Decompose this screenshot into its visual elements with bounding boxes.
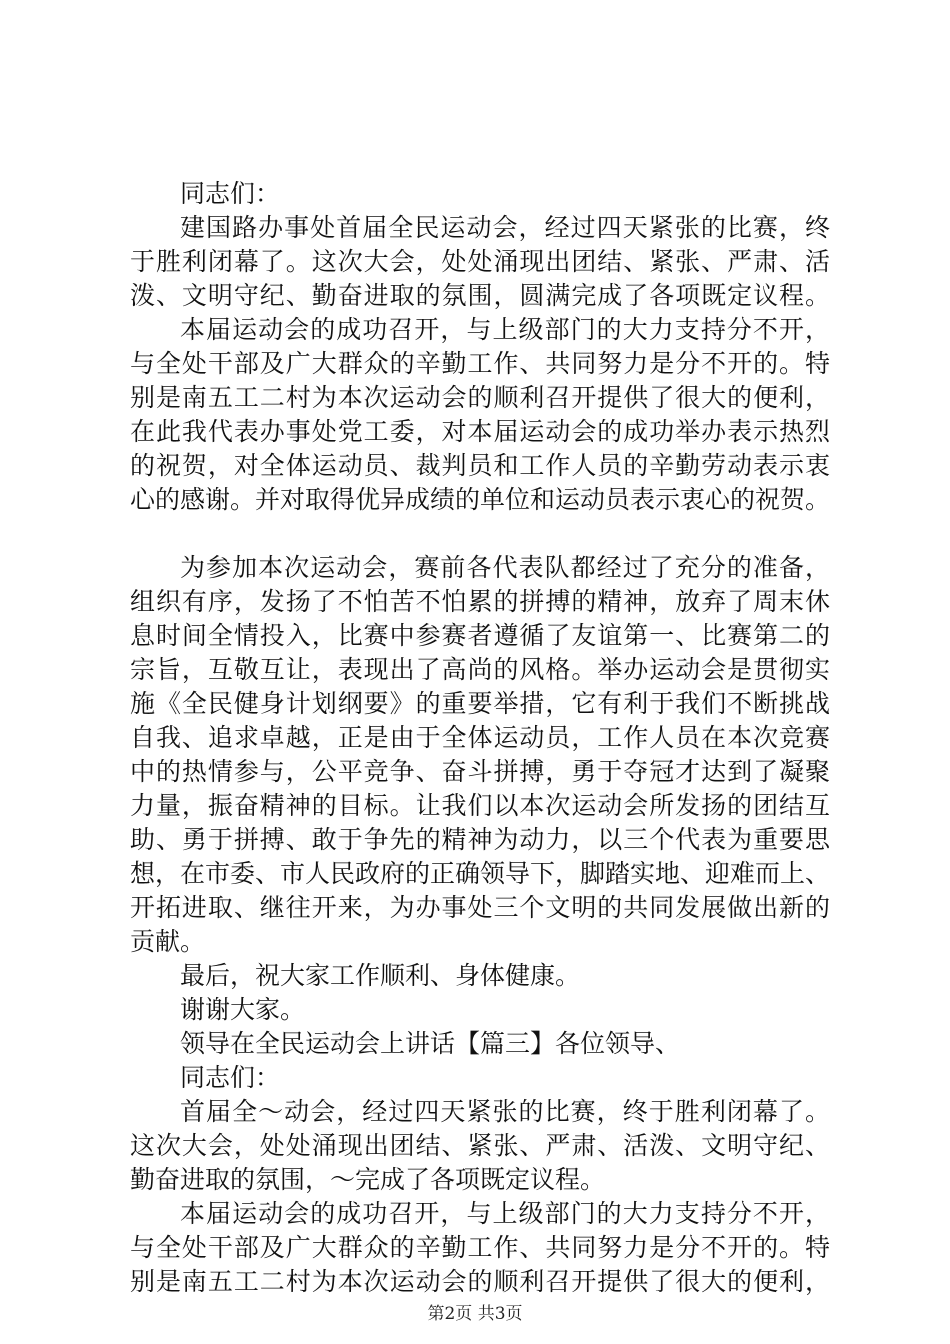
text-line: 这次大会，处处涌现出团结、紧张、严肃、活泼、文明守纪、 xyxy=(130,1131,830,1160)
text-line: 同志们： xyxy=(180,179,281,208)
text-line: 宗旨，互敬互让，表现出了高尚的风格。举办运动会是贯彻实 xyxy=(130,655,830,684)
page-footer: 第2页 共3页 xyxy=(427,1304,523,1324)
text-line: 助、勇于拼搏、敢于争先的精神为动力，以三个代表为重要思 xyxy=(130,825,830,854)
text-line: 于胜利闭幕了。这次大会，处处涌现出团结、紧张、严肃、活 xyxy=(130,247,830,276)
text-line: 的祝贺，对全体运动员、裁判员和工作人员的辛勤劳动表示衷 xyxy=(130,451,830,480)
text-line: 建国路办事处首届全民运动会，经过四天紧张的比赛，终 xyxy=(180,213,830,242)
text-line: 本届运动会的成功召开，与上级部门的大力支持分不开， xyxy=(180,1199,830,1228)
text-line: 力量，振奋精神的目标。让我们以本次运动会所发扬的团结互 xyxy=(130,791,830,820)
text-line: 中的热情参与，公平竞争、奋斗拼搏，勇于夺冠才达到了凝聚 xyxy=(130,757,830,786)
text-line: 最后，祝大家工作顺利、身体健康。 xyxy=(180,961,581,990)
text-line: 勤奋进取的氛围，～完成了各项既定议程。 xyxy=(130,1165,606,1194)
text-line: 组织有序，发扬了不怕苦不怕累的拼搏的精神，放弃了周末休 xyxy=(130,587,830,616)
text-line: 谢谢大家。 xyxy=(180,995,306,1024)
text-line: 施《全民健身计划纲要》的重要举措，它有利于我们不断挑战 xyxy=(130,689,830,718)
text-line: 息时间全情投入，比赛中参赛者遵循了友谊第一、比赛第二的 xyxy=(130,621,830,650)
text-line: 在此我代表办事处党工委，对本届运动会的成功举办表示热烈 xyxy=(130,417,830,446)
text-line: 本届运动会的成功召开，与上级部门的大力支持分不开， xyxy=(180,315,830,344)
text-line: 别是南五工二村为本次运动会的顺利召开提供了很大的便利， xyxy=(130,1267,830,1296)
text-line: 开拓进取、继往开来，为办事处三个文明的共同发展做出新的 xyxy=(130,893,830,922)
section-heading: 领导在全民运动会上讲话【篇三】各位领导、 xyxy=(180,1029,681,1058)
text-line: 贡献。 xyxy=(130,927,206,956)
text-line: 心的感谢。并对取得优异成绩的单位和运动员表示衷心的祝贺。 xyxy=(130,485,830,514)
text-line: 自我、追求卓越，正是由于全体运动员，工作人员在本次竞赛 xyxy=(130,723,830,752)
text-line: 与全处干部及广大群众的辛勤工作、共同努力是分不开的。特 xyxy=(130,1233,830,1262)
text-line: 与全处干部及广大群众的辛勤工作、共同努力是分不开的。特 xyxy=(130,349,830,378)
text-line: 为参加本次运动会，赛前各代表队都经过了充分的准备， xyxy=(180,553,830,582)
text-line: 泼、文明守纪、勤奋进取的氛围，圆满完成了各项既定议程。 xyxy=(130,281,830,310)
text-line: 首届全～动会，经过四天紧张的比赛，终于胜利闭幕了。 xyxy=(180,1097,830,1126)
text-line: 同志们： xyxy=(180,1063,281,1092)
text-line: 想，在市委、市人民政府的正确领导下，脚踏实地、迎难而上、 xyxy=(130,859,830,888)
text-line: 别是南五工二村为本次运动会的顺利召开提供了很大的便利， xyxy=(130,383,830,412)
